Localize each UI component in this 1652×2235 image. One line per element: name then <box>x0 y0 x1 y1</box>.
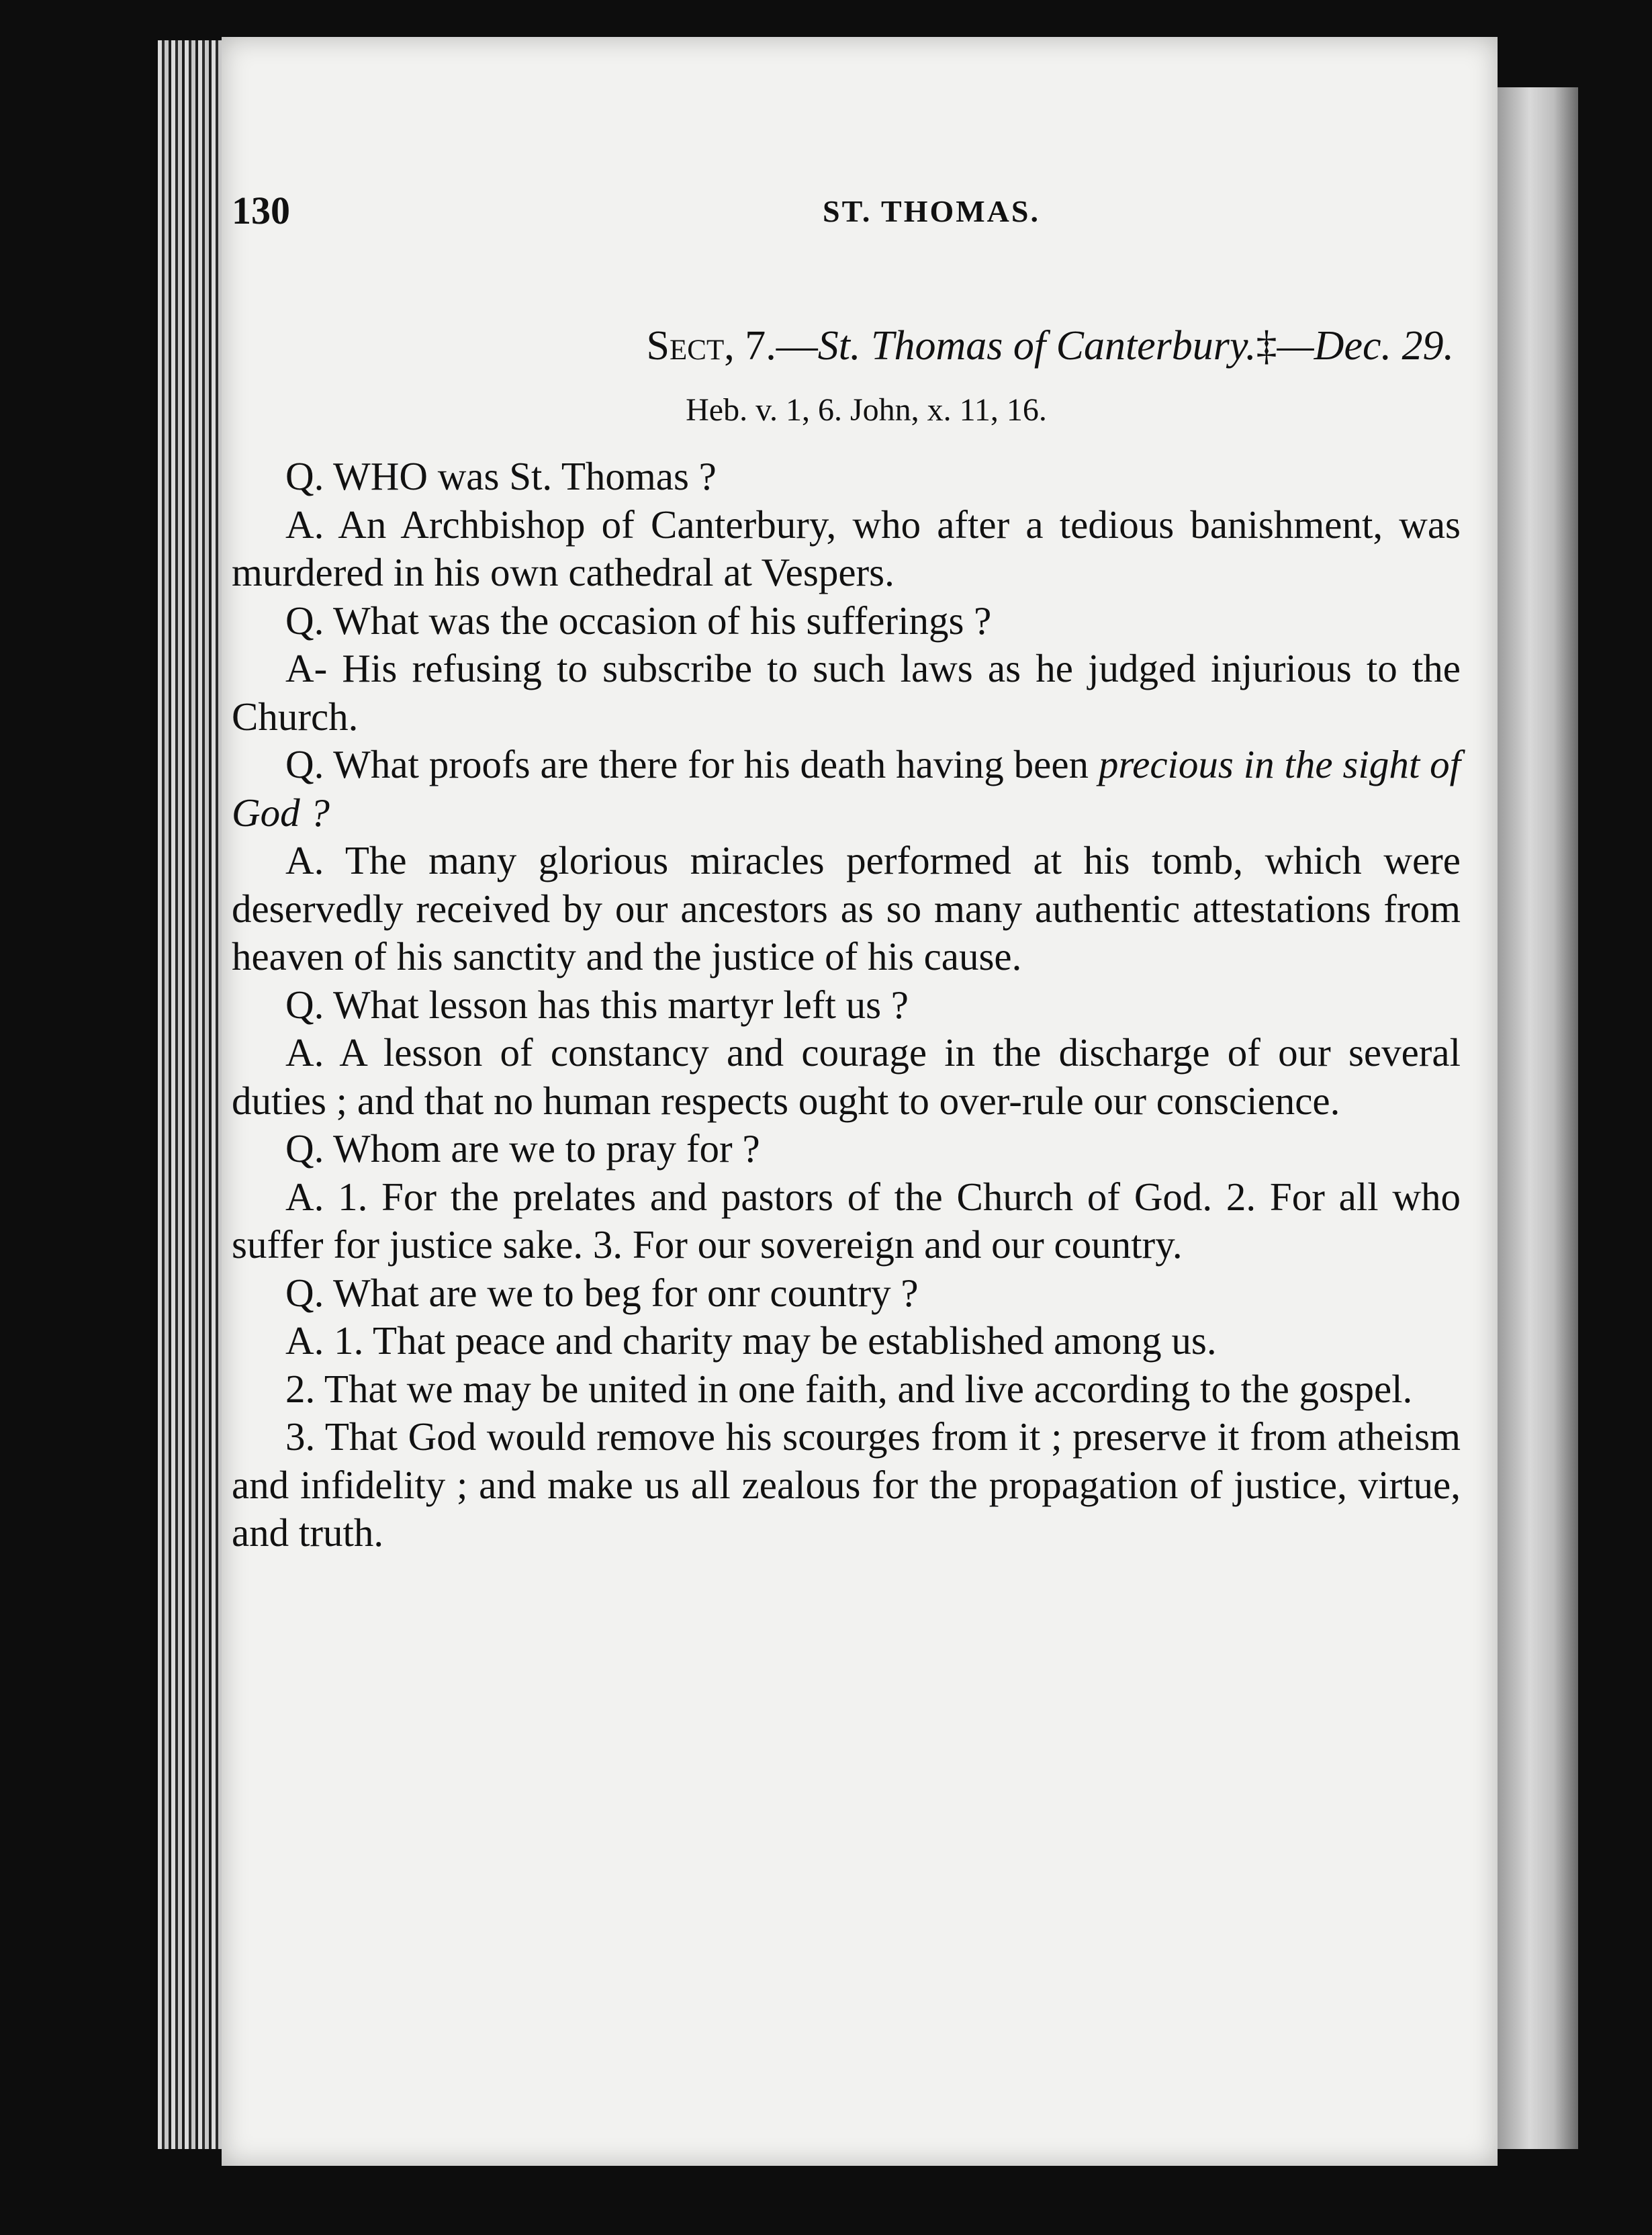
section-prefix: Sect, 7.— <box>646 323 818 369</box>
section-name: St. Thomas of Canterbury. <box>817 323 1256 369</box>
paragraph: A. A lesson of constancy and courage in the discharge of our several duties ; and that no human respects ought to over-rule our conscience. <box>232 1030 1461 1123</box>
paragraph: A. 1. That peace and charity may be established among us. <box>285 1318 1217 1363</box>
section-heading <box>232 322 1461 370</box>
page-text <box>232 188 1461 1557</box>
paragraph: Q. WHO was St. Thomas ? <box>285 454 717 498</box>
paragraph: Q. What are we to beg for onr country ? <box>285 1270 919 1315</box>
paragraph: Q. What lesson has this martyr left us ? <box>285 982 909 1027</box>
paragraph: A. 1. For the prelates and pastors of the Church of God. 2. For all who suffer for justice sake. 3. For our sovereign and our country. <box>232 1174 1461 1267</box>
paragraph: 2. That we may be united in one faith, and live according to the gospel. <box>285 1366 1413 1411</box>
paragraph: Q. Whom are we to pray for ? <box>285 1126 760 1171</box>
paragraph: 3. That God would remove his scourges from it ; preserve it from atheism and infidelity ; and make us all zealous for the propagation of justice, virtue, and truth. <box>232 1414 1461 1555</box>
paragraph-lead: Q. What proofs are there for his death having been <box>285 742 1099 786</box>
paragraph <box>232 741 1461 837</box>
paragraph: Q. What was the occasion of his sufferings ? <box>285 598 992 643</box>
running-head <box>232 188 1461 262</box>
paragraph: A. The many glorious miracles performed at his tomb, which were deservedly received by our ancestors as so many authentic attestations from heaven of his sanctity and the justice of his cause. <box>232 838 1461 978</box>
section-mark: ‡ <box>1256 323 1277 369</box>
section-date: —Dec. 29. <box>1277 323 1454 369</box>
running-title: ST. THOMAS. <box>823 194 1040 228</box>
scripture-references: Heb. v. 1, 6. John, x. 11, 16. <box>686 392 1047 428</box>
page-number: 130 <box>232 189 290 232</box>
paragraph: A- His refusing to subscribe to such laws as he judged injurious to the Church. <box>232 646 1461 739</box>
paragraph: A. An Archbishop of Canterbury, who after a tedious banishment, was murdered in his own cathedral at Vespers. <box>232 502 1461 594</box>
facing-page-edge <box>1498 87 1578 2149</box>
paragraph-emphasis: precious in the sight of God ? <box>232 742 1461 835</box>
